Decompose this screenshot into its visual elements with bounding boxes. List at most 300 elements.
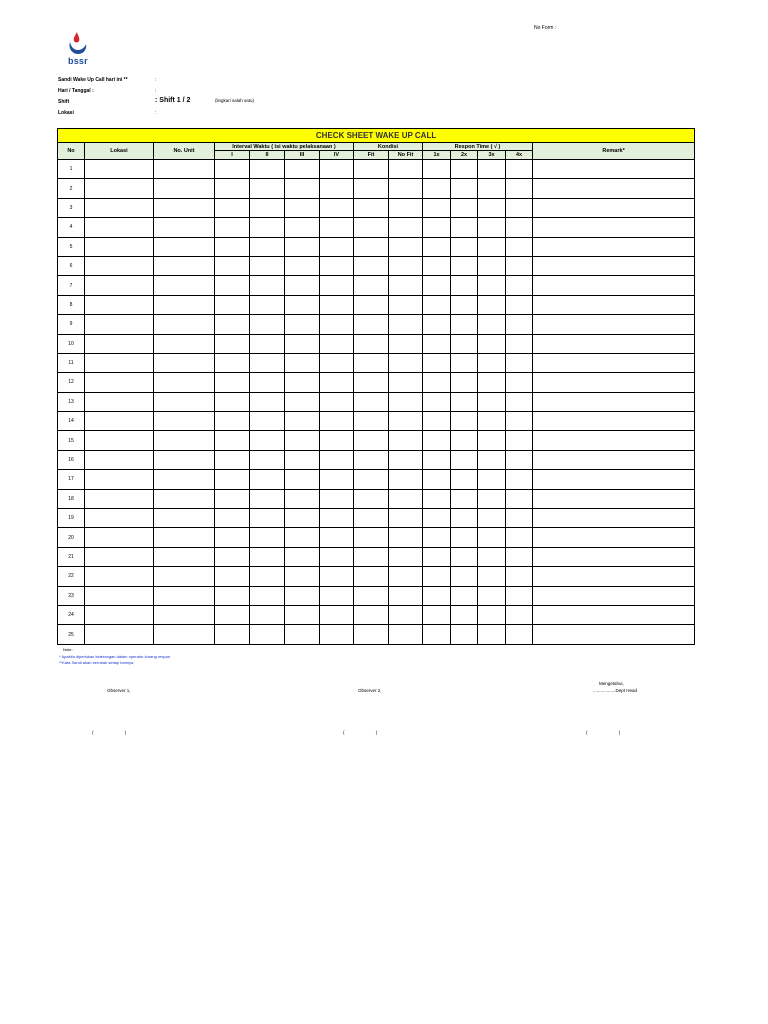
entry-cell[interactable]	[451, 218, 478, 237]
entry-cell[interactable]	[250, 179, 285, 198]
entry-cell[interactable]	[423, 450, 451, 469]
entry-cell[interactable]	[215, 450, 250, 469]
entry-cell[interactable]	[354, 353, 389, 372]
entry-cell[interactable]	[451, 353, 478, 372]
entry-cell[interactable]	[215, 237, 250, 256]
entry-cell[interactable]	[154, 547, 215, 566]
entry-cell[interactable]	[354, 392, 389, 411]
entry-cell[interactable]	[215, 198, 250, 217]
entry-cell[interactable]	[506, 256, 533, 275]
entry-cell[interactable]	[85, 586, 154, 605]
entry-cell[interactable]	[423, 198, 451, 217]
entry-cell[interactable]	[250, 353, 285, 372]
entry-cell[interactable]	[389, 218, 423, 237]
entry-cell[interactable]	[215, 586, 250, 605]
entry-cell[interactable]	[154, 353, 215, 372]
entry-cell[interactable]	[285, 450, 320, 469]
entry-cell[interactable]	[320, 489, 354, 508]
entry-cell[interactable]	[423, 509, 451, 528]
entry-cell[interactable]	[389, 373, 423, 392]
entry-cell[interactable]	[389, 586, 423, 605]
entry-cell[interactable]	[320, 412, 354, 431]
entry-cell[interactable]	[423, 605, 451, 624]
entry-cell[interactable]	[478, 315, 506, 334]
entry-cell[interactable]	[250, 237, 285, 256]
entry-cell[interactable]	[285, 489, 320, 508]
entry-cell[interactable]	[389, 334, 423, 353]
entry-cell[interactable]	[154, 567, 215, 586]
entry-cell[interactable]	[389, 353, 423, 372]
entry-cell[interactable]	[478, 450, 506, 469]
entry-cell[interactable]	[215, 605, 250, 624]
entry-cell[interactable]	[154, 528, 215, 547]
entry-cell[interactable]	[533, 179, 695, 198]
entry-cell[interactable]	[85, 392, 154, 411]
entry-cell[interactable]	[85, 528, 154, 547]
entry-cell[interactable]	[85, 567, 154, 586]
entry-cell[interactable]	[250, 160, 285, 179]
entry-cell[interactable]	[478, 218, 506, 237]
entry-cell[interactable]	[250, 528, 285, 547]
entry-cell[interactable]	[451, 315, 478, 334]
entry-cell[interactable]	[451, 547, 478, 566]
entry-cell[interactable]	[533, 605, 695, 624]
entry-cell[interactable]	[215, 218, 250, 237]
entry-cell[interactable]	[285, 528, 320, 547]
entry-cell[interactable]	[478, 179, 506, 198]
entry-cell[interactable]	[354, 237, 389, 256]
entry-cell[interactable]	[320, 567, 354, 586]
entry-cell[interactable]	[85, 412, 154, 431]
entry-cell[interactable]	[533, 315, 695, 334]
entry-cell[interactable]	[154, 237, 215, 256]
entry-cell[interactable]	[478, 567, 506, 586]
entry-cell[interactable]	[506, 528, 533, 547]
entry-cell[interactable]	[478, 528, 506, 547]
entry-cell[interactable]	[285, 392, 320, 411]
entry-cell[interactable]	[354, 373, 389, 392]
entry-cell[interactable]	[215, 528, 250, 547]
entry-cell[interactable]	[154, 470, 215, 489]
entry-cell[interactable]	[320, 256, 354, 275]
entry-cell[interactable]	[506, 586, 533, 605]
entry-cell[interactable]	[423, 276, 451, 295]
entry-cell[interactable]	[154, 373, 215, 392]
entry-cell[interactable]	[285, 334, 320, 353]
entry-cell[interactable]	[533, 160, 695, 179]
entry-cell[interactable]	[423, 470, 451, 489]
entry-cell[interactable]	[85, 237, 154, 256]
entry-cell[interactable]	[85, 431, 154, 450]
entry-cell[interactable]	[154, 586, 215, 605]
entry-cell[interactable]	[506, 198, 533, 217]
entry-cell[interactable]	[85, 470, 154, 489]
entry-cell[interactable]	[506, 470, 533, 489]
entry-cell[interactable]	[533, 625, 695, 644]
entry-cell[interactable]	[85, 450, 154, 469]
entry-cell[interactable]	[154, 315, 215, 334]
entry-cell[interactable]	[389, 567, 423, 586]
entry-cell[interactable]	[423, 489, 451, 508]
entry-cell[interactable]	[451, 567, 478, 586]
entry-cell[interactable]	[154, 276, 215, 295]
entry-cell[interactable]	[154, 218, 215, 237]
entry-cell[interactable]	[250, 295, 285, 314]
entry-cell[interactable]	[389, 295, 423, 314]
entry-cell[interactable]	[285, 276, 320, 295]
entry-cell[interactable]	[354, 547, 389, 566]
entry-cell[interactable]	[478, 353, 506, 372]
entry-cell[interactable]	[533, 489, 695, 508]
entry-cell[interactable]	[250, 431, 285, 450]
entry-cell[interactable]	[506, 547, 533, 566]
entry-cell[interactable]	[389, 450, 423, 469]
entry-cell[interactable]	[215, 547, 250, 566]
entry-cell[interactable]	[250, 373, 285, 392]
entry-cell[interactable]	[389, 179, 423, 198]
entry-cell[interactable]	[506, 353, 533, 372]
entry-cell[interactable]	[85, 547, 154, 566]
entry-cell[interactable]	[250, 198, 285, 217]
entry-cell[interactable]	[320, 179, 354, 198]
entry-cell[interactable]	[354, 315, 389, 334]
entry-cell[interactable]	[533, 237, 695, 256]
entry-cell[interactable]	[506, 489, 533, 508]
entry-cell[interactable]	[389, 198, 423, 217]
entry-cell[interactable]	[478, 256, 506, 275]
entry-cell[interactable]	[533, 198, 695, 217]
entry-cell[interactable]	[506, 450, 533, 469]
entry-cell[interactable]	[506, 373, 533, 392]
entry-cell[interactable]	[215, 412, 250, 431]
entry-cell[interactable]	[354, 295, 389, 314]
entry-cell[interactable]	[389, 431, 423, 450]
entry-cell[interactable]	[389, 256, 423, 275]
entry-cell[interactable]	[389, 160, 423, 179]
entry-cell[interactable]	[451, 625, 478, 644]
entry-cell[interactable]	[423, 353, 451, 372]
entry-cell[interactable]	[215, 431, 250, 450]
entry-cell[interactable]	[285, 315, 320, 334]
entry-cell[interactable]	[285, 470, 320, 489]
entry-cell[interactable]	[478, 489, 506, 508]
entry-cell[interactable]	[285, 567, 320, 586]
entry-cell[interactable]	[389, 470, 423, 489]
entry-cell[interactable]	[285, 412, 320, 431]
entry-cell[interactable]	[354, 334, 389, 353]
entry-cell[interactable]	[478, 392, 506, 411]
entry-cell[interactable]	[250, 450, 285, 469]
entry-cell[interactable]	[478, 509, 506, 528]
entry-cell[interactable]	[154, 489, 215, 508]
entry-cell[interactable]	[354, 218, 389, 237]
entry-cell[interactable]	[506, 315, 533, 334]
entry-cell[interactable]	[354, 625, 389, 644]
entry-cell[interactable]	[478, 237, 506, 256]
entry-cell[interactable]	[215, 315, 250, 334]
entry-cell[interactable]	[320, 528, 354, 547]
entry-cell[interactable]	[478, 295, 506, 314]
entry-cell[interactable]	[320, 353, 354, 372]
entry-cell[interactable]	[285, 256, 320, 275]
entry-cell[interactable]	[478, 412, 506, 431]
entry-cell[interactable]	[506, 237, 533, 256]
entry-cell[interactable]	[389, 547, 423, 566]
entry-cell[interactable]	[506, 625, 533, 644]
entry-cell[interactable]	[533, 295, 695, 314]
entry-cell[interactable]	[215, 295, 250, 314]
entry-cell[interactable]	[451, 450, 478, 469]
entry-cell[interactable]	[85, 489, 154, 508]
entry-cell[interactable]	[285, 586, 320, 605]
entry-cell[interactable]	[154, 295, 215, 314]
entry-cell[interactable]	[506, 160, 533, 179]
entry-cell[interactable]	[533, 334, 695, 353]
entry-cell[interactable]	[154, 179, 215, 198]
entry-cell[interactable]	[478, 276, 506, 295]
entry-cell[interactable]	[506, 509, 533, 528]
entry-cell[interactable]	[506, 276, 533, 295]
entry-cell[interactable]	[285, 179, 320, 198]
entry-cell[interactable]	[354, 431, 389, 450]
entry-cell[interactable]	[354, 256, 389, 275]
entry-cell[interactable]	[451, 528, 478, 547]
entry-cell[interactable]	[215, 353, 250, 372]
entry-cell[interactable]	[389, 509, 423, 528]
entry-cell[interactable]	[154, 392, 215, 411]
entry-cell[interactable]	[533, 256, 695, 275]
entry-cell[interactable]	[250, 256, 285, 275]
entry-cell[interactable]	[451, 373, 478, 392]
entry-cell[interactable]	[506, 295, 533, 314]
entry-cell[interactable]	[320, 470, 354, 489]
entry-cell[interactable]	[423, 528, 451, 547]
entry-cell[interactable]	[250, 547, 285, 566]
entry-cell[interactable]	[478, 470, 506, 489]
entry-cell[interactable]	[423, 256, 451, 275]
entry-cell[interactable]	[250, 392, 285, 411]
entry-cell[interactable]	[154, 509, 215, 528]
entry-cell[interactable]	[320, 160, 354, 179]
entry-cell[interactable]	[320, 276, 354, 295]
entry-cell[interactable]	[215, 276, 250, 295]
entry-cell[interactable]	[250, 218, 285, 237]
entry-cell[interactable]	[506, 179, 533, 198]
entry-cell[interactable]	[215, 489, 250, 508]
entry-cell[interactable]	[320, 509, 354, 528]
entry-cell[interactable]	[215, 373, 250, 392]
entry-cell[interactable]	[354, 450, 389, 469]
entry-cell[interactable]	[85, 509, 154, 528]
entry-cell[interactable]	[154, 625, 215, 644]
entry-cell[interactable]	[423, 392, 451, 411]
entry-cell[interactable]	[250, 509, 285, 528]
entry-cell[interactable]	[423, 160, 451, 179]
entry-cell[interactable]	[320, 431, 354, 450]
entry-cell[interactable]	[250, 625, 285, 644]
entry-cell[interactable]	[354, 198, 389, 217]
entry-cell[interactable]	[423, 315, 451, 334]
entry-cell[interactable]	[478, 547, 506, 566]
entry-cell[interactable]	[250, 567, 285, 586]
entry-cell[interactable]	[215, 334, 250, 353]
entry-cell[interactable]	[389, 605, 423, 624]
entry-cell[interactable]	[320, 373, 354, 392]
entry-cell[interactable]	[215, 256, 250, 275]
entry-cell[interactable]	[354, 470, 389, 489]
entry-cell[interactable]	[250, 605, 285, 624]
entry-cell[interactable]	[389, 237, 423, 256]
entry-cell[interactable]	[389, 528, 423, 547]
entry-cell[interactable]	[506, 605, 533, 624]
entry-cell[interactable]	[451, 237, 478, 256]
entry-cell[interactable]	[354, 160, 389, 179]
entry-cell[interactable]	[320, 218, 354, 237]
entry-cell[interactable]	[354, 586, 389, 605]
entry-cell[interactable]	[250, 412, 285, 431]
entry-cell[interactable]	[285, 237, 320, 256]
entry-cell[interactable]	[533, 392, 695, 411]
entry-cell[interactable]	[506, 567, 533, 586]
entry-cell[interactable]	[354, 489, 389, 508]
entry-cell[interactable]	[354, 276, 389, 295]
entry-cell[interactable]	[354, 528, 389, 547]
entry-cell[interactable]	[85, 605, 154, 624]
entry-cell[interactable]	[85, 353, 154, 372]
entry-cell[interactable]	[250, 334, 285, 353]
entry-cell[interactable]	[320, 295, 354, 314]
entry-cell[interactable]	[354, 179, 389, 198]
entry-cell[interactable]	[215, 160, 250, 179]
entry-cell[interactable]	[478, 334, 506, 353]
entry-cell[interactable]	[423, 547, 451, 566]
entry-cell[interactable]	[533, 528, 695, 547]
entry-cell[interactable]	[250, 586, 285, 605]
entry-cell[interactable]	[533, 509, 695, 528]
entry-cell[interactable]	[533, 412, 695, 431]
entry-cell[interactable]	[478, 625, 506, 644]
entry-cell[interactable]	[423, 567, 451, 586]
entry-cell[interactable]	[354, 412, 389, 431]
entry-cell[interactable]	[533, 470, 695, 489]
entry-cell[interactable]	[215, 567, 250, 586]
entry-cell[interactable]	[354, 605, 389, 624]
entry-cell[interactable]	[285, 509, 320, 528]
entry-cell[interactable]	[154, 431, 215, 450]
entry-cell[interactable]	[451, 160, 478, 179]
entry-cell[interactable]	[85, 218, 154, 237]
entry-cell[interactable]	[285, 625, 320, 644]
entry-cell[interactable]	[423, 586, 451, 605]
entry-cell[interactable]	[389, 315, 423, 334]
entry-cell[interactable]	[320, 586, 354, 605]
entry-cell[interactable]	[451, 334, 478, 353]
entry-cell[interactable]	[320, 392, 354, 411]
entry-cell[interactable]	[423, 373, 451, 392]
entry-cell[interactable]	[320, 198, 354, 217]
entry-cell[interactable]	[320, 315, 354, 334]
entry-cell[interactable]	[85, 256, 154, 275]
entry-cell[interactable]	[285, 547, 320, 566]
entry-cell[interactable]	[451, 412, 478, 431]
entry-cell[interactable]	[250, 470, 285, 489]
entry-cell[interactable]	[506, 412, 533, 431]
entry-cell[interactable]	[85, 198, 154, 217]
entry-cell[interactable]	[320, 334, 354, 353]
entry-cell[interactable]	[451, 256, 478, 275]
entry-cell[interactable]	[250, 315, 285, 334]
entry-cell[interactable]	[154, 256, 215, 275]
entry-cell[interactable]	[250, 276, 285, 295]
entry-cell[interactable]	[451, 392, 478, 411]
entry-cell[interactable]	[533, 373, 695, 392]
entry-cell[interactable]	[451, 295, 478, 314]
entry-cell[interactable]	[85, 373, 154, 392]
entry-cell[interactable]	[85, 295, 154, 314]
entry-cell[interactable]	[285, 353, 320, 372]
entry-cell[interactable]	[533, 567, 695, 586]
entry-cell[interactable]	[285, 431, 320, 450]
entry-cell[interactable]	[533, 586, 695, 605]
entry-cell[interactable]	[451, 276, 478, 295]
entry-cell[interactable]	[285, 605, 320, 624]
entry-cell[interactable]	[154, 160, 215, 179]
entry-cell[interactable]	[533, 431, 695, 450]
entry-cell[interactable]	[389, 276, 423, 295]
entry-cell[interactable]	[423, 334, 451, 353]
entry-cell[interactable]	[478, 373, 506, 392]
entry-cell[interactable]	[215, 392, 250, 411]
entry-cell[interactable]	[285, 295, 320, 314]
entry-cell[interactable]	[85, 334, 154, 353]
entry-cell[interactable]	[85, 625, 154, 644]
entry-cell[interactable]	[451, 470, 478, 489]
entry-cell[interactable]	[215, 625, 250, 644]
entry-cell[interactable]	[478, 160, 506, 179]
entry-cell[interactable]	[478, 605, 506, 624]
entry-cell[interactable]	[320, 625, 354, 644]
entry-cell[interactable]	[389, 392, 423, 411]
entry-cell[interactable]	[506, 392, 533, 411]
entry-cell[interactable]	[320, 605, 354, 624]
entry-cell[interactable]	[533, 450, 695, 469]
entry-cell[interactable]	[320, 547, 354, 566]
entry-cell[interactable]	[423, 179, 451, 198]
entry-cell[interactable]	[423, 431, 451, 450]
entry-cell[interactable]	[215, 470, 250, 489]
entry-cell[interactable]	[285, 198, 320, 217]
entry-cell[interactable]	[423, 625, 451, 644]
entry-cell[interactable]	[154, 450, 215, 469]
entry-cell[interactable]	[85, 276, 154, 295]
entry-cell[interactable]	[285, 373, 320, 392]
entry-cell[interactable]	[451, 509, 478, 528]
entry-cell[interactable]	[451, 179, 478, 198]
entry-cell[interactable]	[423, 295, 451, 314]
entry-cell[interactable]	[320, 450, 354, 469]
entry-cell[interactable]	[154, 198, 215, 217]
entry-cell[interactable]	[506, 431, 533, 450]
entry-cell[interactable]	[423, 218, 451, 237]
entry-cell[interactable]	[533, 276, 695, 295]
entry-cell[interactable]	[451, 431, 478, 450]
entry-cell[interactable]	[533, 547, 695, 566]
entry-cell[interactable]	[320, 237, 354, 256]
entry-cell[interactable]	[478, 586, 506, 605]
entry-cell[interactable]	[85, 179, 154, 198]
entry-cell[interactable]	[451, 198, 478, 217]
entry-cell[interactable]	[85, 315, 154, 334]
